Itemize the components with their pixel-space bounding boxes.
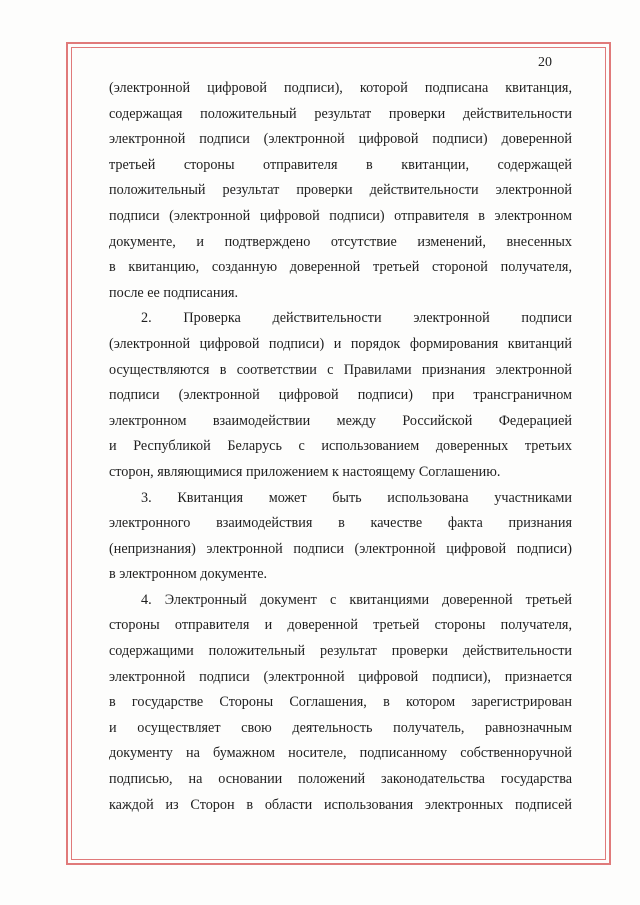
text-line: содержащими положительный результат проверки действительности (109, 643, 572, 660)
text-line: (непризнания) электронной подписи (электронной цифровой подписи) (109, 540, 572, 557)
text-line: и осуществляет свою деятельность получатель, равнозначным (109, 719, 572, 736)
page-number: 20 (538, 55, 552, 70)
text-line: в государстве Стороны Соглашения, в котором зарегистрирован (109, 694, 572, 711)
text-line: электронном взаимодействии между Российской Федерацией (109, 412, 572, 429)
text-line: 2. Проверка действительности электронной подписи (141, 310, 572, 327)
text-line: каждой из Сторон в области использования электронных подписей (109, 796, 572, 813)
text-line: и Республикой Беларусь с использованием доверенных третьих (109, 438, 572, 455)
text-line: подписью, на основании положений законодательства государства (109, 771, 572, 788)
text-line: (электронной цифровой подписи), которой подписана квитанция, (109, 80, 572, 96)
text-line: 4. Электронный документ с квитанциями доверенной третьей (141, 591, 572, 608)
text-line: документу на бумажном носителе, подписанному собственноручной (109, 745, 572, 762)
text-line: третьей стороны отправителя в квитанции, содержащей (109, 156, 572, 173)
document-body (109, 76, 572, 818)
text-line: 3. Квитанция может быть использована участниками (141, 489, 572, 506)
text-line: подписи (электронной цифровой подписи) при трансграничном (109, 387, 572, 404)
text-line: электронной подписи (электронной цифровой подписи) доверенной (109, 131, 572, 148)
text-line: положительный результат проверки действительности электронной (109, 182, 572, 199)
text-line: после ее подписания. (109, 284, 239, 301)
text-line: в квитанцию, созданную доверенной третьей стороной получателя, (109, 259, 572, 276)
text-line: стороны отправителя и доверенной третьей стороны получателя, (109, 617, 572, 634)
text-line: содержащая положительный результат проверки действительности (109, 105, 572, 122)
text-line: осуществляются в соответствии с Правилами признания электронной (109, 361, 572, 378)
text-line: (электронной цифровой подписи) и порядок формирования квитанций (109, 335, 572, 352)
text-line: в электронном документе. (109, 566, 268, 583)
text-line: электронной подписи (электронной цифровой подписи), признается (109, 668, 572, 685)
text-line: документе, и подтверждено отсутствие изменений, внесенных (109, 233, 572, 250)
text-line: подписи (электронной цифровой подписи) отправителя в электронном (109, 207, 572, 224)
text-line: сторон, являющимися приложением к настоящему Соглашению. (109, 463, 501, 480)
text-line: электронного взаимодействия в качестве факта признания (109, 515, 572, 532)
